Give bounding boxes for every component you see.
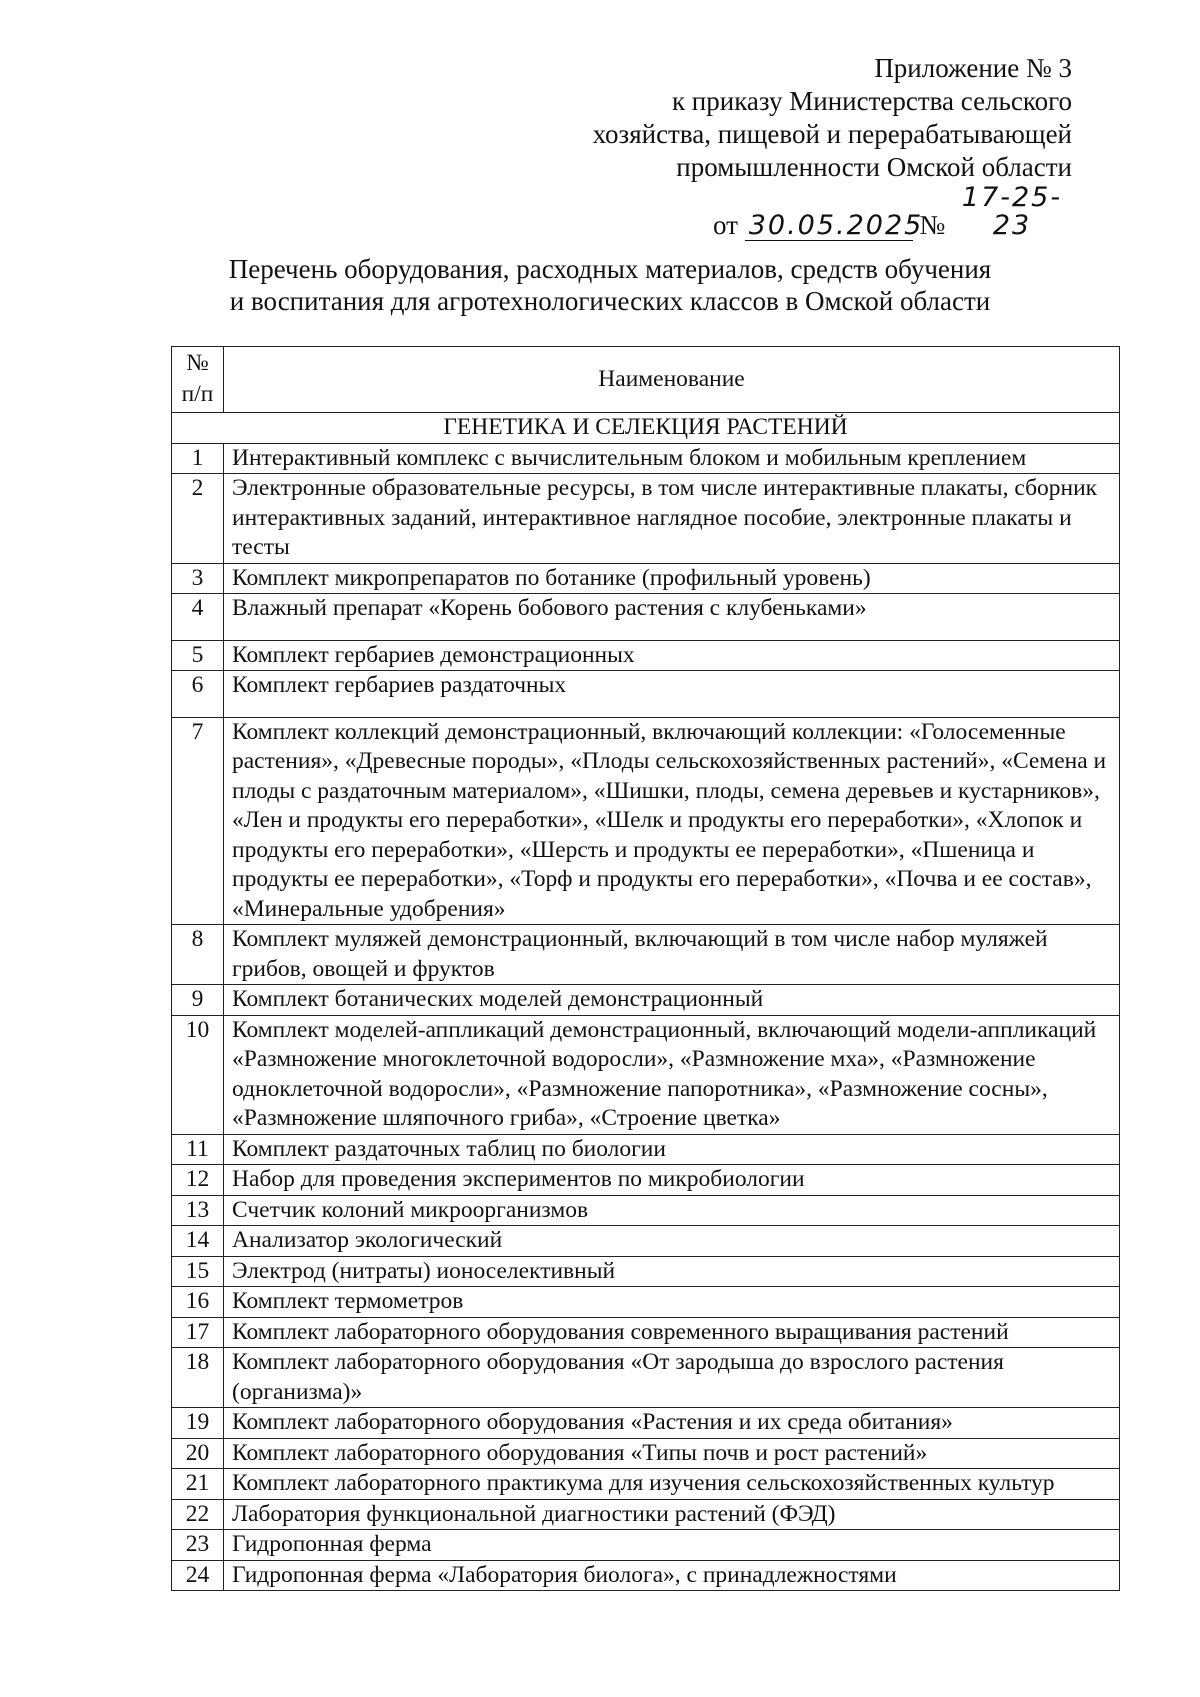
row-number: 19 [172, 1408, 224, 1439]
column-header-number-line2: п/п [181, 381, 214, 407]
row-number: 17 [172, 1317, 224, 1348]
row-name: Электронные образовательные ресурсы, в том числе интерактивные плакаты, сборник интерактивных заданий, интерактивное наглядное пособие, электронные плакаты и тесты [224, 474, 1120, 564]
appendix-header [512, 52, 1072, 242]
ministry-name-line: хозяйства, пищевой и перерабатывающей [592, 119, 1072, 149]
row-name: Гидропонная ферма [224, 1530, 1120, 1561]
section-row [172, 413, 1120, 444]
column-header-name: Наименование [224, 347, 1120, 413]
row-number: 2 [172, 474, 224, 564]
table-row [172, 1015, 1120, 1134]
table-row [172, 1256, 1120, 1287]
table-row [172, 1438, 1120, 1469]
row-name: Набор для проведения экспериментов по микробиологии [224, 1165, 1120, 1196]
row-number: 21 [172, 1469, 224, 1500]
column-header-number-line1: № [186, 350, 209, 376]
row-number: 8 [172, 925, 224, 985]
row-number: 16 [172, 1287, 224, 1318]
row-number: 5 [172, 640, 224, 671]
row-number: 13 [172, 1195, 224, 1226]
table-row [172, 985, 1120, 1016]
row-number: 3 [172, 563, 224, 594]
row-name: Комплект термометров [224, 1287, 1120, 1318]
row-name: Комплект гербариев раздаточных [224, 671, 1120, 718]
table-row [172, 717, 1120, 925]
row-number: 18 [172, 1348, 224, 1408]
table-row [172, 1530, 1120, 1561]
row-number: 12 [172, 1165, 224, 1196]
table-row [172, 925, 1120, 985]
row-name: Комплект лабораторного оборудования современного выращивания растений [224, 1317, 1120, 1348]
section-title: ГЕНЕТИКА И СЕЛЕКЦИЯ РАСТЕНИЙ [172, 413, 1120, 444]
row-number: 1 [172, 443, 224, 474]
region-line: промышленности Омской области [676, 152, 1072, 182]
handwritten-date: 30.05.2025 [745, 212, 913, 241]
row-name: Комплект лабораторного оборудования «От зародыша до взрослого растения (организма)» [224, 1348, 1120, 1408]
handwritten-order-number: 17-25-23 [961, 182, 1063, 241]
appendix-number: Приложение № 3 [874, 53, 1072, 83]
document-title [150, 253, 1070, 317]
row-name: Влажный препарат «Корень бобового растения с клубеньками» [224, 594, 1120, 641]
row-name: Комплект ботанических моделей демонстрационный [224, 985, 1120, 1016]
table-row [172, 474, 1120, 564]
row-number: 10 [172, 1015, 224, 1134]
table-row [172, 563, 1120, 594]
row-name: Комплект муляжей демонстрационный, включающий в том числе набор муляжей грибов, овощей и фруктов [224, 925, 1120, 985]
table-body [172, 413, 1120, 1591]
table-header-row [172, 347, 1120, 413]
row-name: Электрод (нитраты) ионоселективный [224, 1256, 1120, 1287]
row-number: 24 [172, 1560, 224, 1591]
table-row [172, 1287, 1120, 1318]
row-name: Комплект коллекций демонстрационный, включающий коллекции: «Голосеменные растения», «Древесные породы», «Плоды сельскохозяйственных растений», «Семена и плоды с раздаточным материалом», «Шишки, плоды, семена деревьев и кустарников», «Лен и продукты его переработки», «Шелк и продукты его переработки», «Хлопок и продукты его переработки», «Шерсть и продукты ее переработки», «Пшеница и продукты ее переработки», «Торф и продукты его переработки», «Почва и ее состав», «Минеральные удобрения» [224, 717, 1120, 925]
row-number: 23 [172, 1530, 224, 1561]
number-label: № [919, 210, 946, 240]
title-line-1: Перечень оборудования, расходных материалов, средств обучения [228, 254, 992, 284]
table-row [172, 443, 1120, 474]
row-number: 22 [172, 1499, 224, 1530]
table-row [172, 1469, 1120, 1500]
table-row [172, 1317, 1120, 1348]
row-name: Гидропонная ферма «Лаборатория биолога», с принадлежностями [224, 1560, 1120, 1591]
from-label: от [713, 210, 738, 240]
row-name: Интерактивный комплекс с вычислительным блоком и мобильным креплением [224, 443, 1120, 474]
table-row [172, 594, 1120, 641]
table-row [172, 671, 1120, 718]
table-row [172, 1499, 1120, 1530]
table-row [172, 1134, 1120, 1165]
table-row [172, 1408, 1120, 1439]
column-header-number [172, 347, 224, 413]
row-number: 4 [172, 594, 224, 641]
table-row [172, 1165, 1120, 1196]
row-name: Анализатор экологический [224, 1226, 1120, 1257]
equipment-table [171, 346, 1120, 1591]
order-date-number [512, 184, 1072, 242]
table-row [172, 640, 1120, 671]
table-row [172, 1348, 1120, 1408]
row-number: 14 [172, 1226, 224, 1257]
row-number: 9 [172, 985, 224, 1016]
table-row [172, 1226, 1120, 1257]
title-line-2: и воспитания для агротехнологических классов в Омской области [229, 286, 991, 316]
row-name: Комплект микропрепаратов по ботанике (профильный уровень) [224, 563, 1120, 594]
row-name: Комплект раздаточных таблиц по биологии [224, 1134, 1120, 1165]
row-name: Комплект лабораторного оборудования «Растения и их среда обитания» [224, 1408, 1120, 1439]
row-name: Комплект гербариев демонстрационных [224, 640, 1120, 671]
order-reference-line: к приказу Министерства сельского [671, 86, 1072, 116]
row-number: 6 [172, 671, 224, 718]
row-number: 11 [172, 1134, 224, 1165]
row-number: 7 [172, 717, 224, 925]
row-name: Комплект лабораторного оборудования «Типы почв и рост растений» [224, 1438, 1120, 1469]
row-number: 15 [172, 1256, 224, 1287]
row-name: Лаборатория функциональной диагностики растений (ФЭД) [224, 1499, 1120, 1530]
table-row [172, 1560, 1120, 1591]
row-name: Счетчик колоний микроорганизмов [224, 1195, 1120, 1226]
row-number: 20 [172, 1438, 224, 1469]
row-name: Комплект лабораторного практикума для изучения сельскохозяйственных культур [224, 1469, 1120, 1500]
table-row [172, 1195, 1120, 1226]
row-name: Комплект моделей-аппликаций демонстрационный, включающий модели-аппликаций «Размножение многоклеточной водоросли», «Размножение мха», «Размножение одноклеточной водоросли», «Размножение папоротника», «Размножение сосны», «Размножение шляпочного гриба», «Строение цветка» [224, 1015, 1120, 1134]
